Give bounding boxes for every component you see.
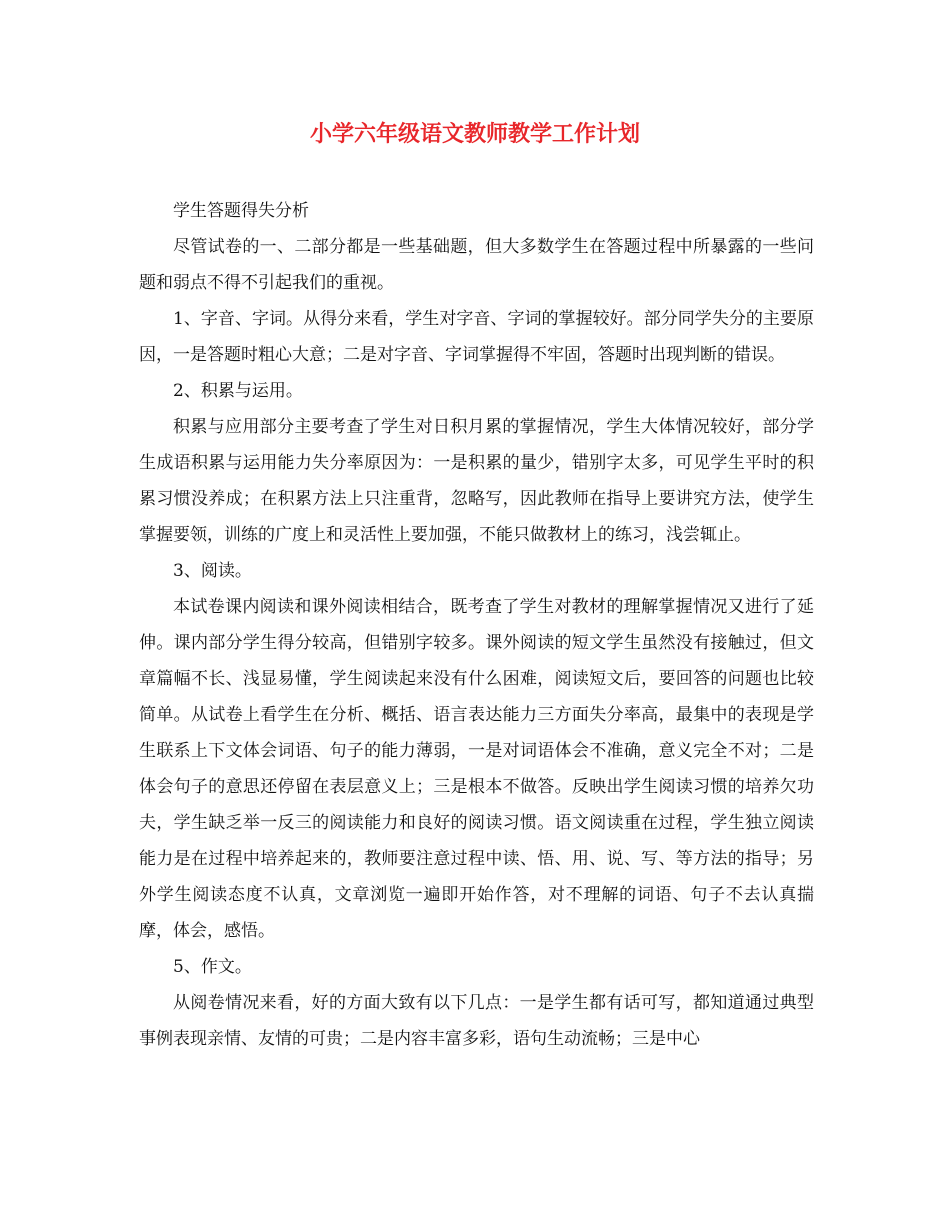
document-title: 小学六年级语文教师教学工作计划 <box>309 121 640 147</box>
paragraph-item-2-heading: 2、积累与运用。 <box>173 381 303 401</box>
paragraph-item-5-body: 从阅卷情况来看，好的方面大致有以下几点：一是学生都有话可写，都知道通过典型事例表现亲情、友情的可贵；二是内容丰富多彩，语句生动流畅；三是中心 <box>139 993 814 1049</box>
paragraph-item-3-body: 本试卷课内阅读和课外阅读相结合，既考查了学生对教材的理解掌握情况又进行了延伸。课内部分学生得分较高，但错别字较多。课外阅读的短文学生虽然没有接触过，但文章篇幅不长、浅显易懂，学生阅读起来没有什么困难，阅读短文后，要回答的问题也比较简单。从试卷上看学生在分析、概括、语言表达能力三方面失分率高，最集中的表现是学生联系上下文体会词语、句子的能力薄弱，一是对词语体会不准确，意义完全不对；二是体会句子的意思还停留在表层意义上；三是根本不做答。反映出学生阅读习惯的培养欠功夫，学生缺乏举一反三的阅读能力和良好的阅读习惯。语文阅读重在过程，学生独立阅读能力是在过程中培养起来的，教师要注意过程中读、悟、用、说、写、等方法的指导；另外学生阅读态度不认真，文章浏览一遍即开始作答，对不理解的词语、句子不去认真揣摩，体会，感悟。 <box>139 597 814 941</box>
paragraph-item-5-heading: 5、作文。 <box>173 957 252 977</box>
paragraph-item-3-heading: 3、阅读。 <box>173 561 252 581</box>
paragraph-section-heading: 学生答题得失分析 <box>173 201 309 221</box>
paragraph-item-2-body: 积累与应用部分主要考查了学生对日积月累的掌握情况，学生大体情况较好，部分学生成语积累与运用能力失分率原因为：一是积累的量少，错别字太多，可见学生平时的积累习惯没养成；在积累方法上只注重背，忽略写，因此教师在指导上要讲究方法，使学生掌握要领，训练的广度上和灵活性上要加强，不能只做教材上的练习，浅尝辄止。 <box>139 417 814 545</box>
paragraph-intro: 尽管试卷的一、二部分都是一些基础题，但大多数学生在答题过程中所暴露的一些问题和弱点不得不引起我们的重视。 <box>139 237 814 293</box>
paragraph-item-1: 1、字音、字词。从得分来看，学生对字音、字词的掌握较好。部分同学失分的主要原因，一是答题时粗心大意；二是对字音、字词掌握得不牢固，答题时出现判断的错误。 <box>139 309 814 365</box>
document-body <box>139 193 814 1057</box>
